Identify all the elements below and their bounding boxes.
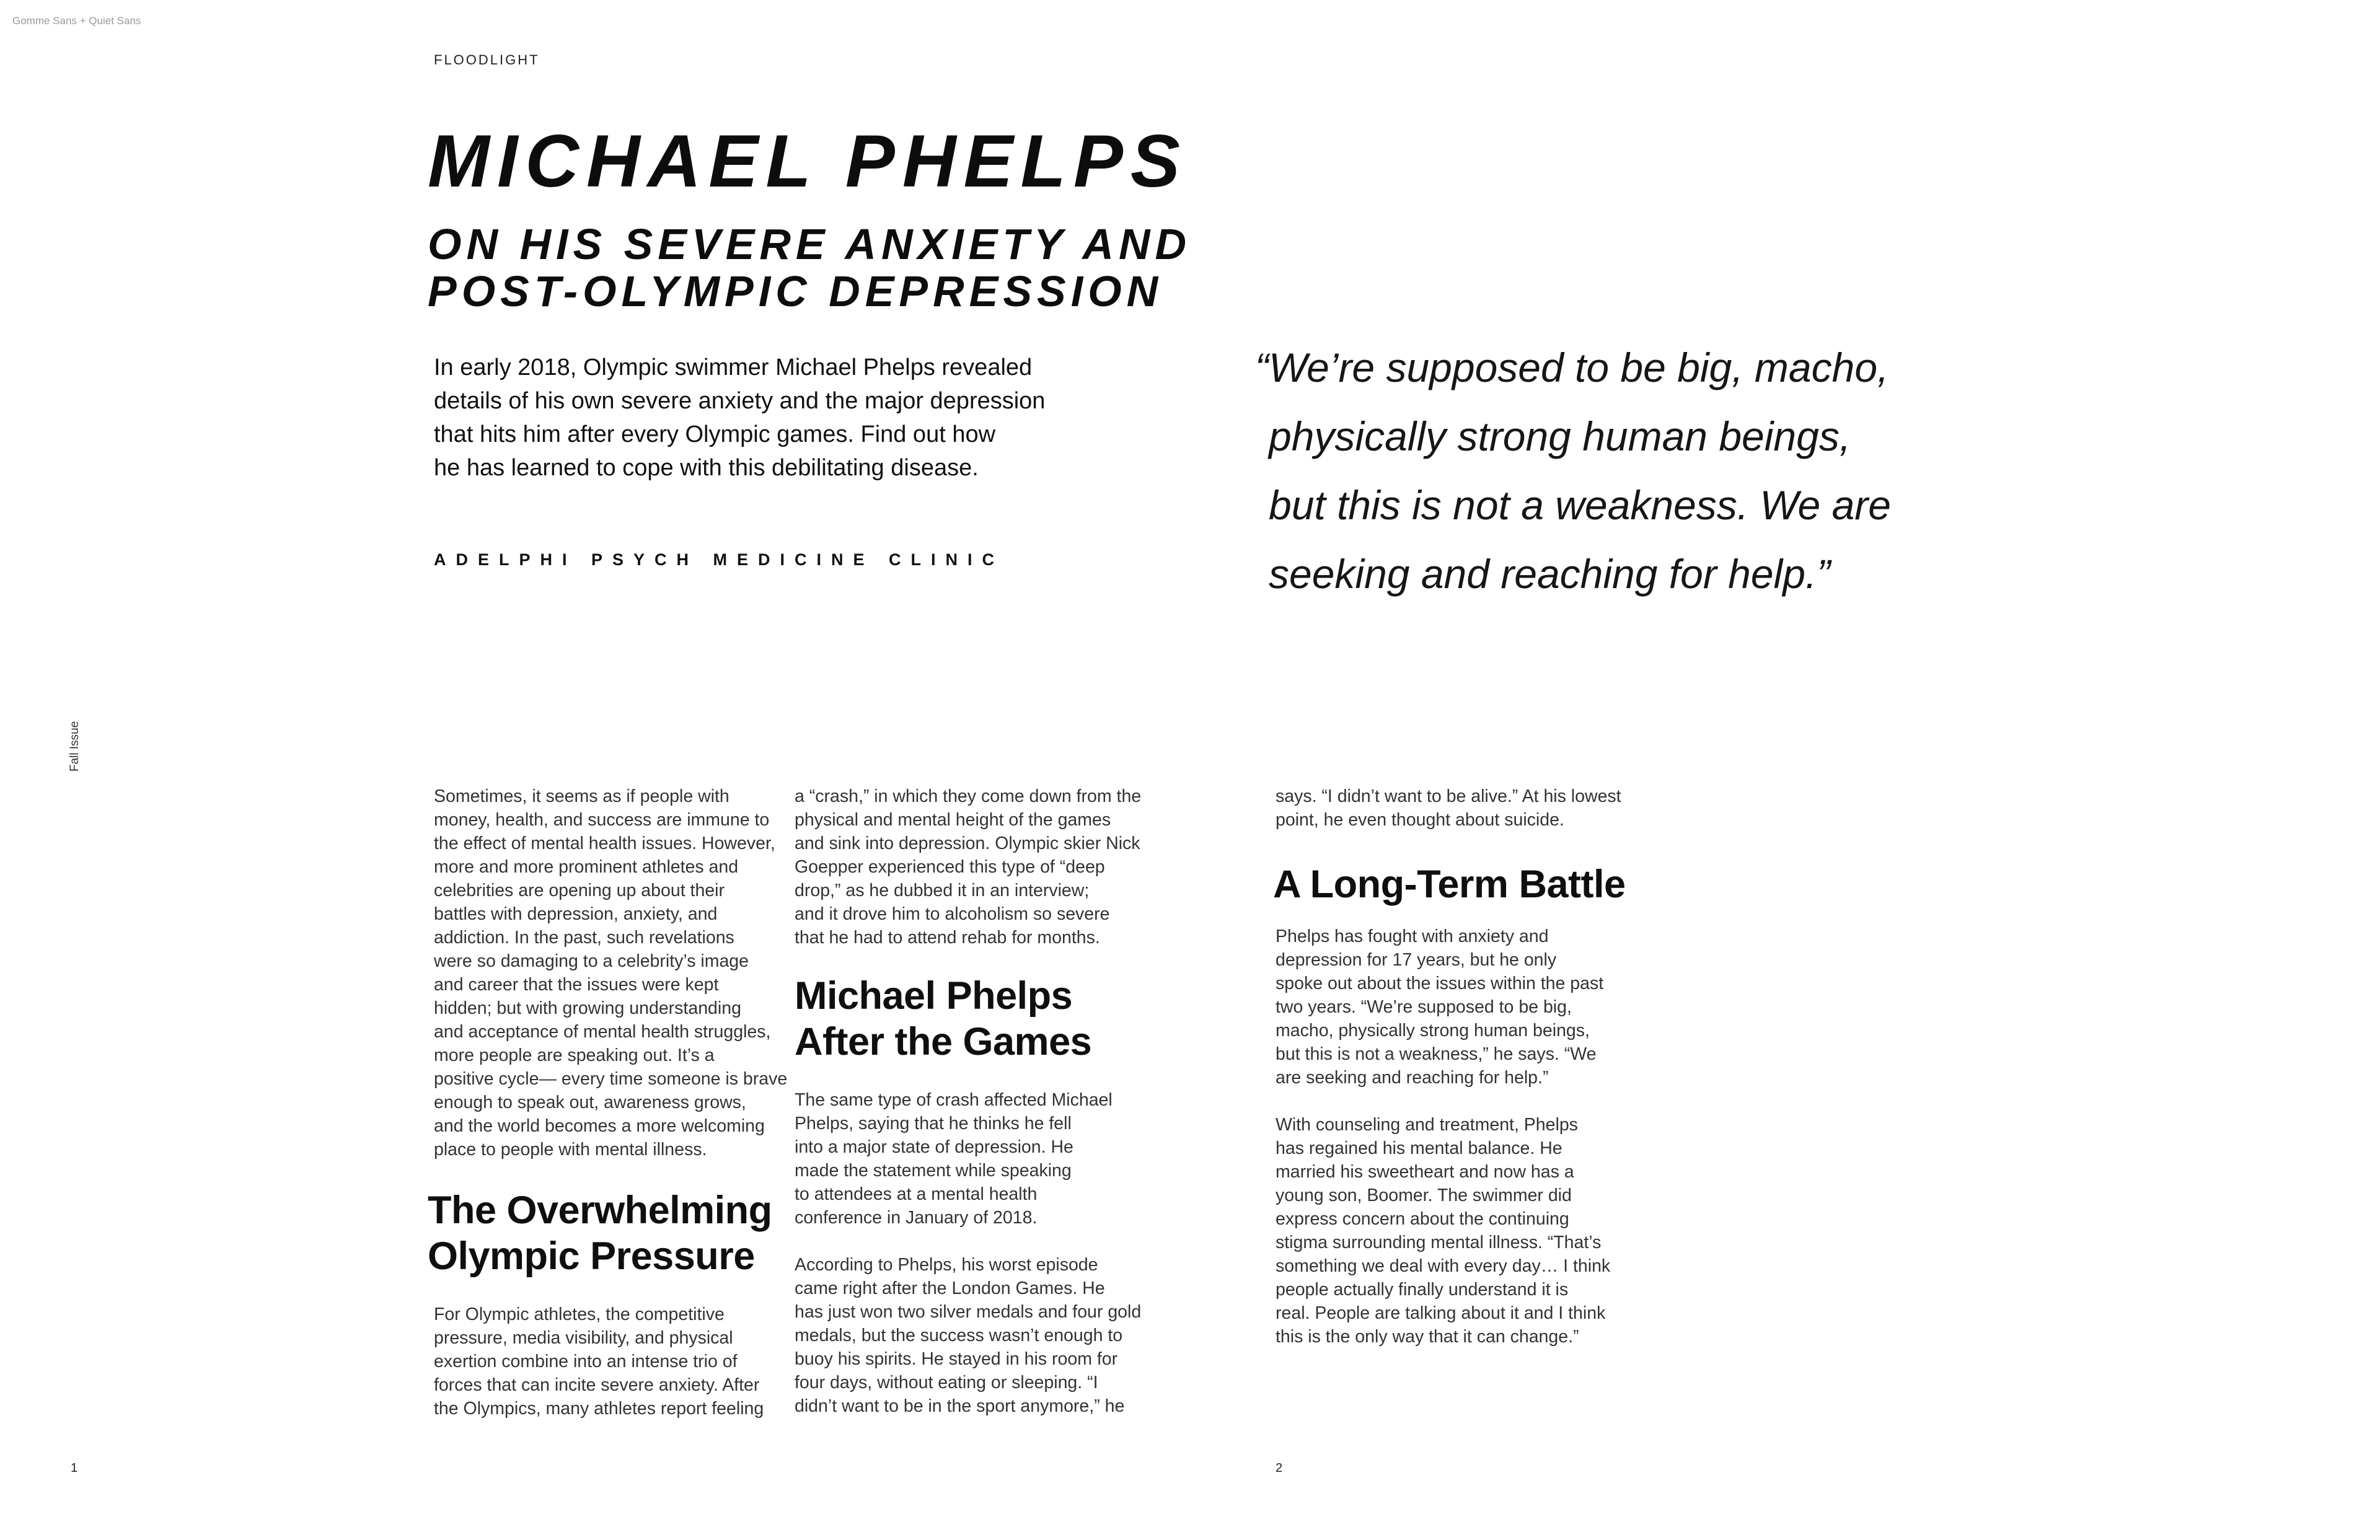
- text-line: has just won two silver medals and four gold: [795, 1302, 1142, 1322]
- text-line: came right after the London Games. He: [795, 1278, 1105, 1298]
- subtitle-line: ON HIS SEVERE ANXIETY AND: [428, 220, 1192, 268]
- text-line: and career that the issues were kept: [434, 975, 719, 995]
- issue-label: Fall Issue: [68, 721, 81, 772]
- text-line: something we deal with every day… I think: [1276, 1256, 1611, 1276]
- font-note: Gomme Sans + Quiet Sans: [12, 15, 141, 27]
- heading-line: A Long-Term Battle: [1273, 863, 1626, 906]
- byline: ADELPHI PSYCH MEDICINE CLINIC: [434, 550, 1005, 569]
- intro-line: he has learned to cope with this debilitating disease.: [434, 455, 979, 481]
- section-label: FLOODLIGHT: [434, 52, 540, 68]
- heading-line: The Overwhelming: [428, 1189, 772, 1232]
- text-line: spoke out about the issues within the past: [1276, 974, 1604, 993]
- text-line: didn’t want to be in the sport anymore,” he: [795, 1396, 1125, 1416]
- text-line: depression for 17 years, but he only: [1276, 950, 1557, 970]
- text-line: For Olympic athletes, the competitive: [434, 1305, 725, 1324]
- paragraph: [795, 785, 1142, 949]
- text-line: buoy his spirits. He stayed in his room for: [795, 1349, 1118, 1369]
- body-column-2: [795, 785, 1142, 1418]
- text-line: and the world becomes a more welcoming: [434, 1116, 765, 1136]
- text-line: and sink into depression. Olympic skier Nick: [795, 834, 1140, 853]
- text-line: celebrities are opening up about their: [434, 881, 725, 900]
- text-line: battles with depression, anxiety, and: [434, 904, 718, 924]
- heading-line: After the Games: [795, 1020, 1092, 1063]
- text-line: made the statement while speaking: [795, 1161, 1072, 1181]
- text-line: more people are speaking out. It’s a: [434, 1045, 715, 1065]
- text-line: stigma surrounding mental illness. “That’s: [1276, 1233, 1602, 1252]
- intro-paragraph: [434, 351, 1091, 485]
- paragraph: [795, 1253, 1142, 1418]
- pull-quote-line: seeking and reaching for help.”: [1269, 551, 1831, 597]
- body-column-1: [428, 785, 788, 1420]
- text-line: that he had to attend rehab for months.: [795, 928, 1100, 948]
- text-line: enough to speak out, awareness grows,: [434, 1093, 746, 1112]
- text-line: were so damaging to a celebrity’s image: [434, 951, 749, 971]
- text-line: a “crash,” in which they come down from the: [795, 786, 1142, 806]
- text-line: express concern about the continuing: [1276, 1209, 1569, 1229]
- text-line: people actually finally understand it is: [1276, 1280, 1569, 1300]
- paragraph: [1276, 1113, 1647, 1349]
- text-line: place to people with mental illness.: [434, 1140, 707, 1159]
- text-line: Phelps has fought with anxiety and: [1276, 926, 1549, 946]
- heading-line: Olympic Pressure: [428, 1234, 755, 1278]
- text-line: into a major state of depression. He: [795, 1137, 1073, 1157]
- paragraph: [434, 1303, 781, 1420]
- body-column-3: [1273, 785, 1647, 1349]
- section-heading: [428, 1187, 781, 1279]
- text-line: young son, Boomer. The swimmer did: [1276, 1186, 1572, 1205]
- text-line: and acceptance of mental health struggles,: [434, 1022, 771, 1042]
- text-line: Sometimes, it seems as if people with: [434, 786, 729, 806]
- page-number-right: 2: [1276, 1461, 1283, 1475]
- text-line: and it drove him to alcoholism so severe: [795, 904, 1110, 924]
- article-subtitle: [428, 221, 1191, 315]
- intro-line: In early 2018, Olympic swimmer Michael Phelps revealed: [434, 354, 1033, 381]
- text-line: Phelps, saying that he thinks he fell: [795, 1114, 1072, 1133]
- text-line: the Olympics, many athletes report feeling: [434, 1399, 764, 1419]
- subtitle-line: POST-OLYMPIC DEPRESSION: [428, 267, 1163, 315]
- section-heading: [795, 973, 1142, 1065]
- pull-quote-line: but this is not a weakness. We are: [1269, 482, 1891, 528]
- text-line: more and more prominent athletes and: [434, 857, 739, 877]
- text-line: According to Phelps, his worst episode: [795, 1255, 1098, 1275]
- text-line: drop,” as he dubbed it in an interview;: [795, 881, 1090, 900]
- text-line: physical and mental height of the games: [795, 810, 1111, 830]
- pull-quote-line: physically strong human beings,: [1269, 413, 1851, 459]
- text-line: money, health, and success are immune to: [434, 810, 770, 830]
- text-line: With counseling and treatment, Phelps: [1276, 1115, 1578, 1135]
- text-line: addiction. In the past, such revelations: [434, 928, 734, 948]
- text-line: four days, without eating or sleeping. “I: [795, 1373, 1098, 1393]
- text-line: point, he even thought about suicide.: [1276, 810, 1564, 830]
- text-line: but this is not a weakness,” he says. “We: [1276, 1044, 1597, 1064]
- paragraph: [434, 785, 788, 1161]
- text-line: to attendees at a mental health: [795, 1184, 1038, 1204]
- text-line: forces that can incite severe anxiety. After: [434, 1375, 760, 1395]
- section-heading: [1273, 861, 1647, 907]
- text-line: macho, physically strong human beings,: [1276, 1021, 1590, 1041]
- text-line: exertion combine into an intense trio of: [434, 1352, 738, 1371]
- intro-line: details of his own severe anxiety and the major depression: [434, 388, 1046, 414]
- text-line: two years. “We’re supposed to be big,: [1276, 997, 1572, 1017]
- pull-quote: [1255, 333, 2086, 609]
- text-line: real. People are talking about it and I think: [1276, 1303, 1606, 1323]
- text-line: says. “I didn’t want to be alive.” At his lowest: [1276, 786, 1621, 806]
- text-line: are seeking and reaching for help.”: [1276, 1068, 1549, 1088]
- text-line: The same type of crash affected Michael: [795, 1090, 1113, 1110]
- paragraph: [795, 1088, 1142, 1230]
- page-number-left: 1: [71, 1461, 78, 1475]
- text-line: hidden; but with growing understanding: [434, 998, 741, 1018]
- text-line: the effect of mental health issues. However,: [434, 834, 775, 853]
- text-line: this is the only way that it can change.”: [1276, 1327, 1579, 1347]
- text-line: conference in January of 2018.: [795, 1208, 1038, 1228]
- text-line: medals, but the success wasn’t enough to: [795, 1326, 1123, 1345]
- pull-quote-line: “We’re supposed to be big, macho,: [1255, 345, 1889, 390]
- text-line: has regained his mental balance. He: [1276, 1138, 1562, 1158]
- heading-line: Michael Phelps: [795, 974, 1073, 1018]
- article-title: MICHAEL PHELPS: [428, 120, 1188, 203]
- intro-line: that hits him after every Olympic games. Find out how: [434, 421, 996, 447]
- paragraph: [1276, 925, 1647, 1089]
- text-line: Goepper experienced this type of “deep: [795, 857, 1105, 877]
- paragraph: [1276, 785, 1647, 832]
- text-line: positive cycle— every time someone is brave: [434, 1069, 788, 1089]
- text-line: married his sweetheart and now has a: [1276, 1162, 1574, 1182]
- text-line: pressure, media visibility, and physical: [434, 1328, 733, 1348]
